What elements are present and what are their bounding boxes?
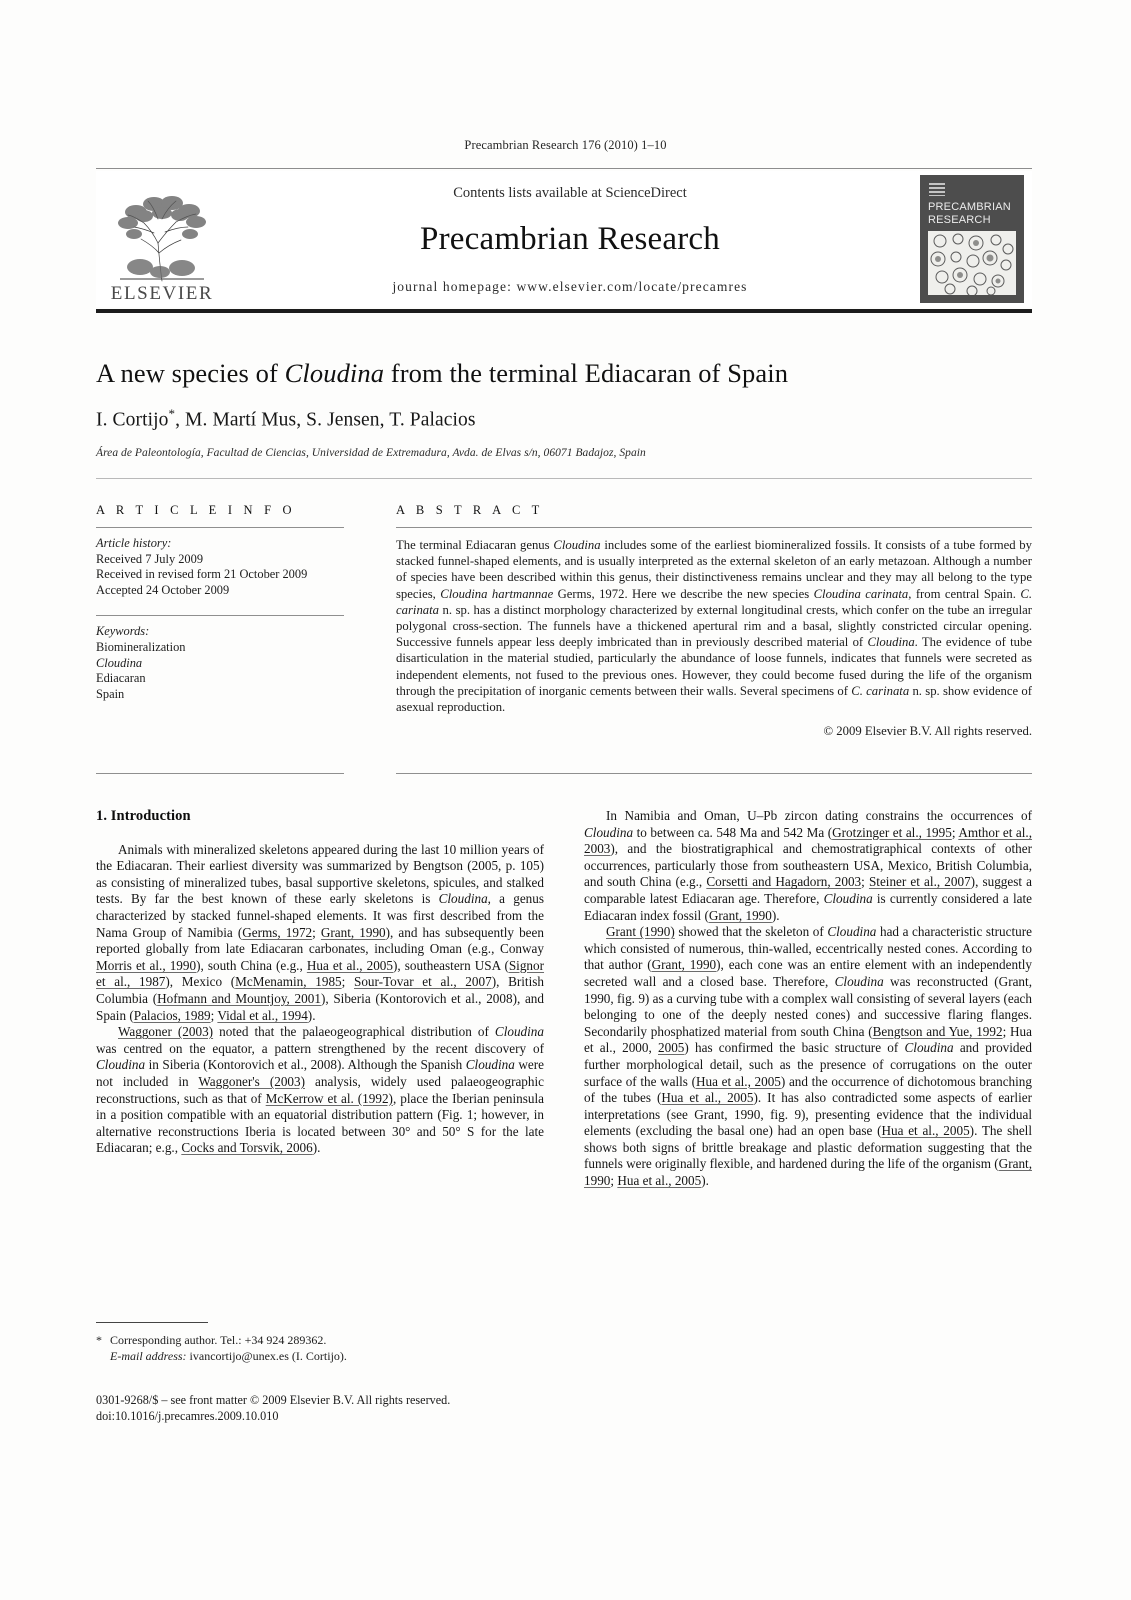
keyword-item: Spain [96, 686, 125, 701]
body-column-right [584, 808, 1032, 1190]
citation-link[interactable]: Bengtson and Yue, 1992 [872, 1023, 1003, 1039]
history-revised: Received in revised form 21 October 2009 [96, 567, 308, 582]
citation-link[interactable]: Steiner et al., 2007 [868, 874, 971, 890]
citation-link[interactable]: Palacios, 1989 [133, 1007, 211, 1023]
article-history-label: Article history: [96, 536, 172, 550]
citation-link[interactable]: Signor et al., 1987 [96, 957, 545, 990]
keyword-item [96, 656, 344, 672]
history-received: Received 7 July 2009 [96, 551, 204, 566]
abstract-heading: A B S T R A C T [396, 503, 544, 517]
email-address[interactable]: ivancortijo@unex.es (I. Cortijo). [189, 1349, 347, 1363]
article-title [96, 358, 1032, 389]
abstract-copyright: © 2009 Elsevier B.V. All rights reserved. [823, 724, 1032, 739]
corresponding-author-marker: * [168, 406, 176, 422]
keyword-item: Ediacaran [96, 671, 146, 686]
journal-masthead [96, 168, 1032, 313]
affiliation: Área de Paleontología, Facultad de Ciencias, Universidad de Extremadura, Avda. de Elvas s/n, 06071 Badajoz, Spain [96, 446, 646, 459]
author-rest: , M. Martí Mus, S. Jensen, T. Palacios [175, 409, 476, 431]
citation-link[interactable]: Hua et al., 2005 [695, 1073, 781, 1089]
elsevier-mark-icon [929, 183, 945, 196]
elsevier-logo [96, 171, 228, 307]
citation-link[interactable]: Hua et al., 2005 [881, 1123, 970, 1139]
citation-link[interactable]: Hofmann and Mountjoy, 2001 [157, 990, 321, 1006]
citation-link[interactable]: Grant, 1990 [651, 957, 717, 973]
title-genus: Cloudina [284, 358, 385, 388]
citation-link[interactable]: Germs, 1972 [242, 924, 313, 940]
citation-link[interactable]: McKerrow et al. (1992) [265, 1090, 393, 1106]
front-matter-line: 0301-9268/$ – see front matter © 2009 Elsevier B.V. All rights reserved. [96, 1393, 451, 1407]
corresponding-author-text: Corresponding author. Tel.: +34 924 289362. [110, 1333, 327, 1347]
email-label: E-mail address: [110, 1349, 187, 1363]
sciencedirect-line: Contents lists available at ScienceDirect [453, 184, 687, 201]
info-bottom-rule [96, 773, 344, 774]
section-heading-introduction: 1. Introduction [96, 808, 191, 824]
cover-artwork [928, 231, 1016, 295]
corresponding-author-note [96, 1332, 544, 1348]
paragraph: Grant (1990) showed that the skeleton of Cloudina had a characteristic structure which consisted of numerous, thin-walled, eccentrically nested cones. According to that author (Grant, 1990), each cone was an entire element with an independently secreted wall and a closed base. Therefore, Cloudina was reconstructed (Grant, 1990, fig. 9) as a curving tube with a complex wall consisting of several layers (each belonging to one of the deeply nested cones) and successive flaring flanges. Secondarily phosphatized material from south China (Bengtson and Yue, 1992; Hua et al., 2000, 2005) has confirmed the basic structure of Cloudina and provided further morphological detail, such as the presence of corrugations on the outer surface of the walls (Hua et al., 2005) and the occurrence of dichotomous branching of the tubes (Hua et al., 2005). It has also contradicted some aspects of earlier interpretations (see Grant, 1990, fig. 9), presenting evidence that the individual elements (excluding the basal one) had an open base (Hua et al., 2005). The shell shows both signs of brittle breakage and plastic deformation suggesting that the funnels were originally flexible, and hardened during the life of the organism (Grant, 1990; Hua et al., 2005). [584, 924, 1033, 1189]
article-info-column [96, 503, 344, 702]
paragraph: Animals with mineralized skeletons appeared during the last 10 million years of the Ediacaran. Their earliest diversity was summarized by Bengtson (2005, p. 105) as consisting of mineralized tubes, basal supportive skeletons, spicules, and stalked tests. By far the best known of these early skeletons is Cloudina, a genus characterized by stacked funnel-shaped elements. It was first described from the Nama Group of Namibia (Germs, 1972; Grant, 1990), and has subsequently been reported globally from late Ediacaran carbonates, including Oman (e.g., Conway Morris et al., 1990), south China (e.g., Hua et al., 2005), southeastern USA (Signor et al., 1987), Mexico (McMenamin, 1985; Sour-Tovar et al., 2007), British Columbia (Hofmann and Mountjoy, 2001), Siberia (Kontorovich et al., 2008), and Spain (Palacios, 1989; Vidal et al., 1994). [96, 841, 545, 1023]
citation-link[interactable]: Waggoner's (2003) [198, 1073, 305, 1089]
title-text-a: A new species of [96, 358, 285, 388]
citation-link[interactable]: 2005 [658, 1040, 685, 1056]
citation-link[interactable]: Grant, 1990 [708, 907, 772, 923]
citation-link[interactable]: Hua et al., 2005 [617, 1173, 702, 1189]
citation-link[interactable]: Cocks and Torsvik, 2006 [181, 1140, 313, 1156]
article-history [96, 536, 344, 598]
citation-link[interactable]: Sour-Tovar et al., 2007 [354, 974, 492, 990]
abstract-heading-rule [396, 527, 1032, 528]
keywords-label: Keywords: [96, 624, 150, 639]
journal-homepage-link[interactable]: journal homepage: www.elsevier.com/locate/precamres [392, 278, 748, 294]
abstract-bottom-rule [396, 773, 1032, 774]
keywords-rule [96, 615, 344, 616]
title-divider [96, 478, 1032, 479]
citation-link[interactable]: Corsetti and Hagadorn, 2003 [706, 874, 862, 890]
citation-link[interactable]: Grotzinger et al., 1995 [832, 824, 952, 840]
keyword-item: Biomineralization [96, 639, 186, 654]
keyword-italic: Cloudina [96, 655, 143, 670]
title-text-b: from the terminal Ediacaran of Spain [384, 358, 789, 388]
abstract-column [396, 503, 1032, 739]
journal-cover-thumbnail [912, 171, 1032, 307]
cover-title: PRECAMBRIAN RESEARCH [928, 201, 1011, 226]
elsevier-wordmark: ELSEVIER [110, 283, 214, 304]
citation-link[interactable]: Morris et al., 1990 [96, 957, 197, 973]
info-heading-rule [96, 527, 344, 528]
citation-link[interactable]: Hua et al., 2005 [306, 957, 393, 973]
author-list [96, 406, 1032, 432]
email-note [96, 1348, 544, 1364]
body-column-left [96, 808, 544, 1157]
asterisk-icon: * [96, 1333, 102, 1347]
footnote-block [96, 1322, 544, 1364]
journal-title: Precambrian Research [420, 220, 720, 257]
citation-link[interactable]: Hua et al., 2005 [661, 1090, 754, 1106]
article-info-heading: A R T I C L E I N F O [96, 503, 296, 517]
citation-link[interactable]: Grant, 1990 [320, 924, 386, 940]
doi-line[interactable]: doi:10.1016/j.precamres.2009.10.010 [96, 1409, 279, 1424]
front-matter-block [96, 1392, 566, 1425]
citation-link[interactable]: Grant, 1990 [584, 1156, 1032, 1189]
citation-link[interactable]: McMenamin, 1985 [235, 974, 342, 990]
abstract-text: The terminal Ediacaran genus Cloudina includes some of the earliest biomineralized fossils. It consists of a tube formed by stacked funnel-shaped elements, and is usually interpreted as the external skeleton of an early metazoan. Although a number of species have been described within this genus, their distinctiveness remains unclear and they may all belong to the type species, Cloudina hartmannae Germs, 1972. Here we describe the new species Cloudina carinata, from central Spain. C. carinata n. sp. has a distinct morphology characterized by external longitudinal crests, which confer on the tube an irregular polygonal cross-section. The funnels have a thickened apertural rim and a basal, slightly constricted circular opening. Successive funnels appear less deeply imbricated than in previously described material of Cloudina. The evidence of tube disarticulation in the material studied, particularly the abundance of loose funnels, indicates that funnels were secreted as independent elements, not fused to the previous ones. However, they could become fused during the life of the organism through the precipitation of inorganic cements between their walls. Several specimens of C. carinata n. sp. show evidence of asexual reproduction. [396, 538, 1032, 715]
running-head: Precambrian Research 176 (2010) 1–10 [464, 138, 667, 152]
footnote-rule [96, 1322, 208, 1323]
paragraph: In Namibia and Oman, U–Pb zircon dating constrains the occurrences of Cloudina to between ca. 548 Ma and 542 Ma (Grotzinger et al., 1995; Amthor et al., 2003), and the biostratigraphical and chemostratigraphical contexts of other occurrences, particularly those from southeastern USA, Mexico, British Columbia, and south China (e.g., Corsetti and Hagadorn, 2003; Steiner et al., 2007), suggest a comparable latest Ediacaran age. Therefore, Cloudina is currently considered a late Ediacaran index fossil (Grant, 1990). [584, 808, 1033, 923]
article-title-block [96, 358, 1032, 459]
keywords-block [96, 624, 344, 702]
masthead-top-rule [96, 168, 1032, 169]
paragraph: Waggoner (2003) noted that the palaeogeographical distribution of Cloudina was centred on the equator, a pattern strengthened by the recent discovery of Cloudina in Siberia (Kontorovich et al., 2008). Although the Spanish Cloudina were not included in Waggoner's (2003) analysis, widely used palaeogeographic reconstructions, such as that of McKerrow et al. (1992), place the Iberian peninsula in a position compatible with an equatorial distribution pattern (Fig. 1; however, in alternative reconstructions Iberia is located between 30° and 50° S for the late Ediacaran; e.g., Cocks and Torsvik, 2006). [96, 1024, 545, 1156]
masthead-bottom-rule [96, 309, 1032, 313]
citation-link[interactable]: Amthor et al., 2003 [584, 824, 1033, 857]
citation-link[interactable]: Vidal et al., 1994 [217, 1007, 308, 1023]
author-first: I. Cortijo [96, 409, 169, 431]
citation-link[interactable]: Grant (1990) [606, 924, 675, 940]
history-accepted: Accepted 24 October 2009 [96, 582, 230, 597]
citation-link[interactable]: Waggoner (2003) [118, 1024, 214, 1040]
elsevier-tree-icon [110, 189, 214, 284]
